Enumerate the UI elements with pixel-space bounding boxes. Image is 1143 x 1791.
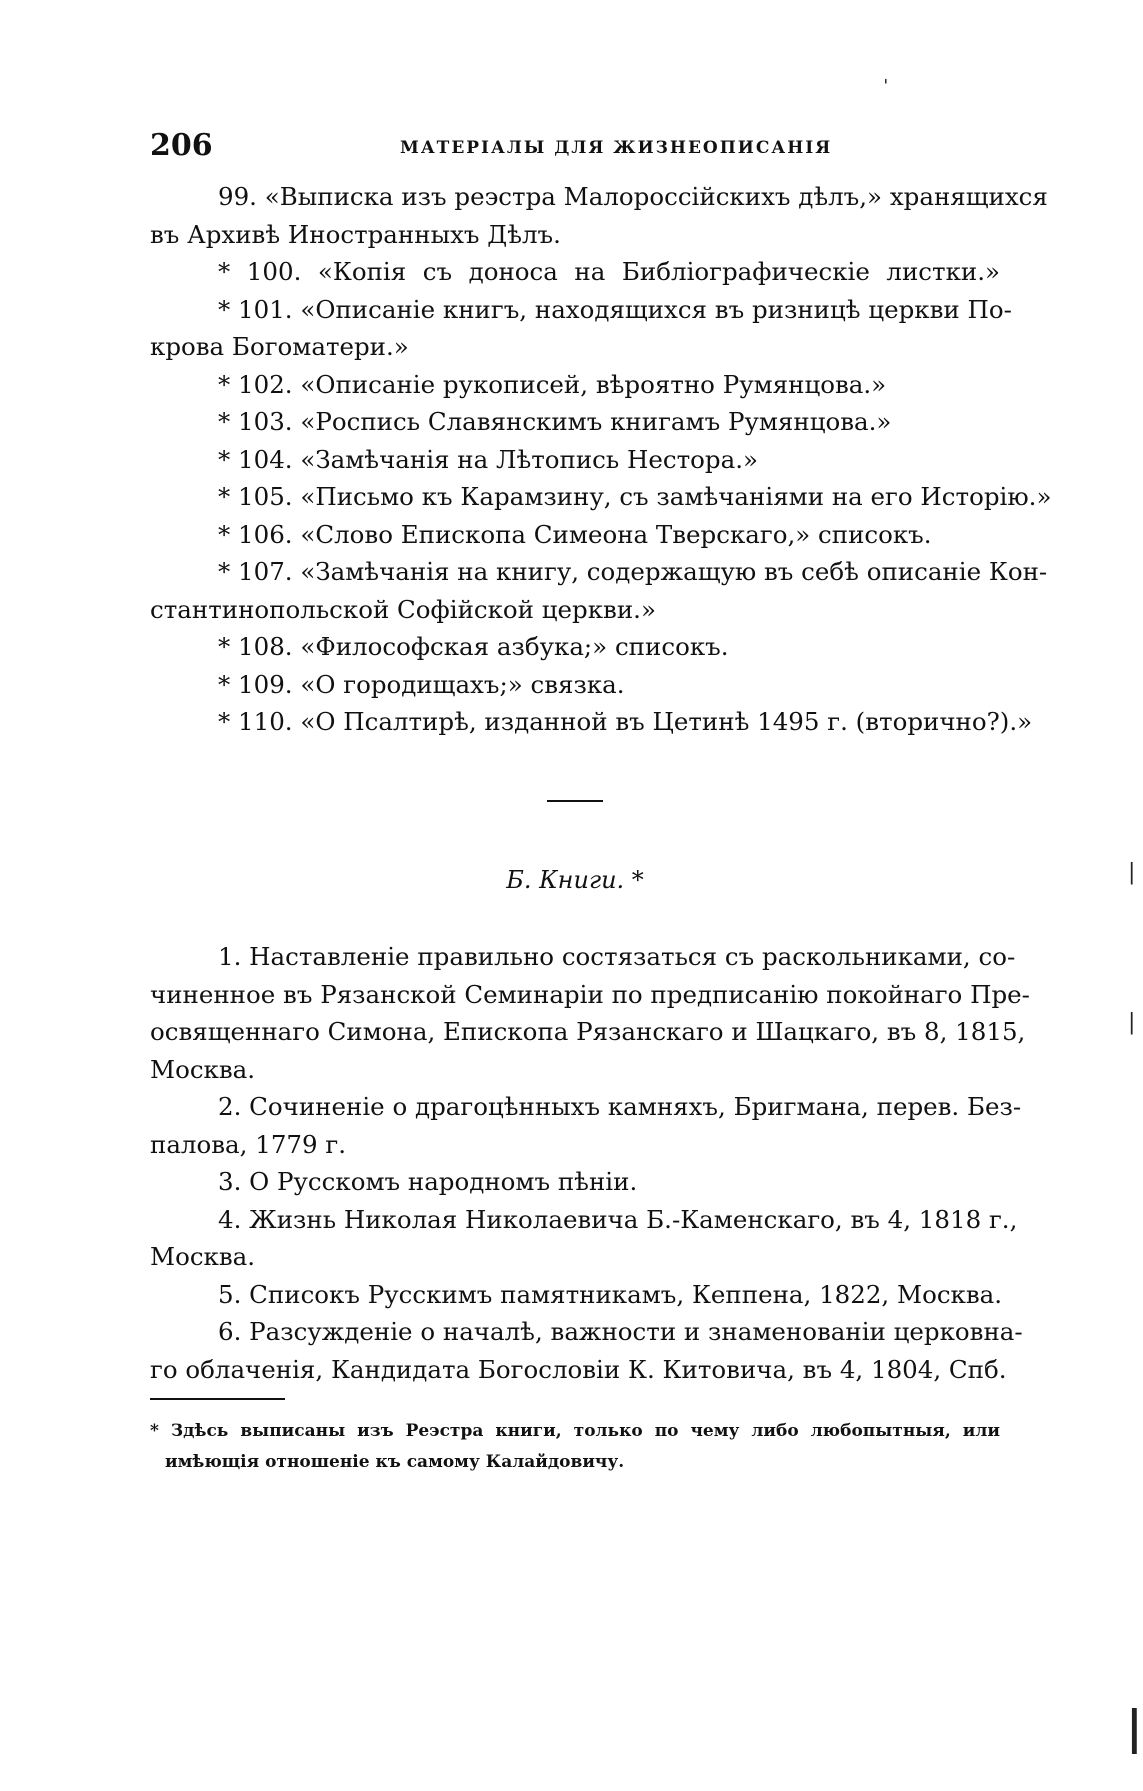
margin-mark: | [1126,1700,1143,1754]
list-item [150,703,1033,741]
list-item [150,178,1048,253]
list-item [150,1313,1023,1388]
entry-line: * 100. «Копія съ доноса на Библіографическіе листки.» [218,257,1000,286]
book-line: чиненное въ Рязанской Семинаріи по предписанію покойнаго Пре- [150,979,1030,1009]
entry-line: * 103. «Роспись Славянскимъ книгамъ Румянцова.» [218,407,892,436]
list-item [150,478,1052,516]
entry-line: въ Архивѣ Иностранныхъ Дѣлъ. [150,219,561,249]
book-line: Москва. [150,1054,256,1084]
book-line: 1. Наставленіе правильно состязаться съ раскольниками, со- [218,942,1016,971]
margin-mark: | [1128,860,1136,885]
list-item [150,666,1000,704]
section-divider [547,800,603,802]
list-item [150,516,1000,554]
list-item [150,1088,1022,1163]
footnote-line: имѣющія отношеніе къ самому Калайдовичу. [165,1452,625,1472]
book-line: 2. Сочиненіе о драгоцѣнныхъ камняхъ, Бригмана, перев. Без- [218,1092,1022,1121]
entry-line: * 105. «Письмо къ Карамзину, съ замѣчаніями на его Исторію.» [218,482,1052,511]
book-line: 5. Списокъ Русскимъ памятникамъ, Кеппена, 1822, Москва. [218,1279,1003,1309]
entry-line: 99. «Выписка изъ реэстра Малороссійскихъ дѣлъ,» хранящихся [218,182,1048,211]
entry-line: * 101. «Описаніе книгъ, находящихся въ ризницѣ церкви По- [218,294,1012,324]
book-line: 6. Разсужденіе о началѣ, важности и знаменованіи церковна- [218,1317,1023,1346]
entry-line: * 108. «Философская азбука;» списокъ. [218,632,729,661]
list-item [150,553,1048,628]
books-list [150,938,1030,1388]
entry-line: * 102. «Описаніе рукописей, вѣроятно Румянцова.» [218,369,887,399]
section-heading: Б. Книги. * [506,866,644,894]
book-line: освященнаго Симона, Епископа Рязанскаго и Шацкаго, въ 8, 1815, [150,1017,1026,1046]
book-line: 4. Жизнь Николая Николаевича Б.-Каменскаго, въ 4, 1818 г., [218,1204,1018,1234]
footnote-rule [150,1398,285,1400]
footnote-line: * Здѣсь выписаны изъ Реэстра книги, только по чему либо любопытныя, или [150,1421,1000,1441]
entry-line: * 106. «Слово Епископа Симеона Тверскаго,» списокъ. [218,519,932,549]
page-number: 206 [150,128,213,163]
book-line: Москва. [150,1242,256,1271]
entry-line: крова Богоматери.» [150,332,409,361]
margin-mark: ˌ [883,62,889,86]
entry-line: * 107. «Замѣчанія на книгу, содержащую въ себѣ описаніе Кон- [218,557,1048,586]
book-line: го облаченія, Кандидата Богословіи К. Китовича, въ 4, 1804, Спб. [150,1354,1007,1384]
book-line: 3. О Русскомъ народномъ пѣніи. [218,1167,638,1196]
entry-line: * 109. «О городищахъ;» связка. [218,669,625,699]
list-item [150,628,1000,666]
list-item [150,1276,1003,1314]
list-item [150,441,1000,479]
entry-line: стантинопольской Софійской церкви.» [150,594,656,624]
list-item [150,253,1000,291]
list-item [150,403,1000,441]
list-item [150,1163,1000,1201]
entry-list [150,178,1052,741]
list-item [150,938,1030,1088]
entry-line: * 110. «О Псалтирѣ, изданной въ Цетинѣ 1495 г. (вторично?).» [218,707,1033,736]
entry-line: * 104. «Замѣчанія на Лѣтопись Нестора.» [218,444,758,474]
running-title: МАТЕРІАЛЫ ДЛЯ ЖИЗНЕОПИСАНІЯ [400,138,833,158]
footnote [150,1416,1000,1478]
page-header [150,128,1000,168]
list-item [150,366,1000,404]
margin-mark: | [1128,1010,1136,1035]
list-item [150,291,1012,366]
book-line: палова, 1779 г. [150,1129,346,1159]
list-item [150,1201,1018,1276]
